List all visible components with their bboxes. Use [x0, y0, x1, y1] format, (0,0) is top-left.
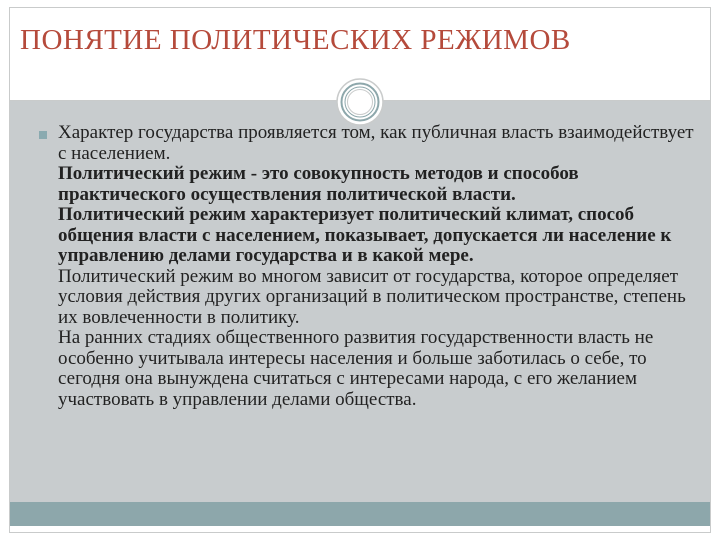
paragraph-dependence: Политический режим во многом зависит от государства, которое определяет условия действия других организаций в политическом пространстве, степень их вовлеченности в политику.	[58, 265, 686, 328]
circle-ornament-icon	[336, 78, 384, 126]
paragraph-history: На ранних стадиях общественного развития государственности власть не особенно учитывала интересы населения и больше заботилась о себе, то сегодня она вынуждена считаться с интересами народа, с его желанием участвовать в управлении делами общества.	[58, 327, 654, 410]
divider-right	[380, 100, 710, 101]
bottom-bar	[10, 502, 710, 526]
slide-title: ПОНЯТИЕ ПОЛИТИЧЕСКИХ РЕЖИМОВ	[20, 24, 571, 56]
body-text	[58, 123, 698, 410]
divider-left	[10, 100, 340, 101]
bullet-square-icon	[39, 131, 47, 139]
paragraph-intro: Характер государства проявляется том, как публичная власть взаимодействует с населением.	[58, 122, 694, 164]
paragraph-definition: Политический режим - это совокупность методов и способов практического осуществления политической власти.	[58, 163, 579, 205]
paragraph-characteristics: Политический режим характеризует политический климат, способ общения власти с населением, показывает, допускается ли население к управлению делами государства и в какой мере.	[58, 204, 672, 266]
